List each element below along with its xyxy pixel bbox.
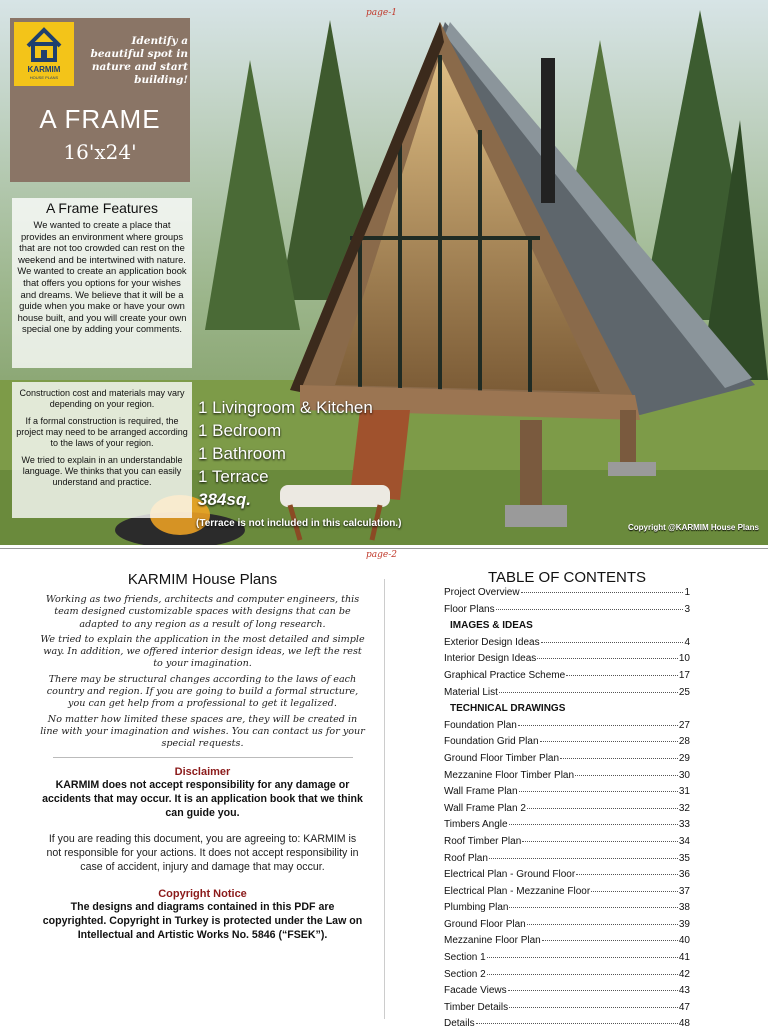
toc-entry-page: 3 xyxy=(684,603,690,615)
toc-entry-label: Timbers Angle xyxy=(444,819,508,831)
toc-entry-page: 35 xyxy=(678,852,690,864)
toc-leader-dots xyxy=(537,658,678,659)
note-item: We tried to explain in an understandable language. We thinks that you can easily understand and practice. xyxy=(21,455,183,487)
toc-entry-label: Ground Floor Timber Plan xyxy=(444,752,560,764)
toc-entry[interactable] xyxy=(444,687,690,704)
toc-entry[interactable] xyxy=(444,604,690,621)
toc-entry-label: Interior Design Ideas xyxy=(444,653,537,665)
about-column xyxy=(40,571,365,942)
toc-entry-label: Electrical Plan - Ground Floor xyxy=(444,869,576,881)
copyright-text: Copyright @KARMIM House Plans xyxy=(628,523,759,532)
area-value: 384sq. xyxy=(198,490,251,509)
room-item: 1 Terrace xyxy=(198,467,269,486)
toc-entry[interactable] xyxy=(444,1002,690,1019)
terrace-note: (Terrace is not included in this calculation.) xyxy=(196,518,402,529)
toc-section-heading xyxy=(444,620,690,637)
toc-section-heading xyxy=(444,703,690,720)
toc-entry-page: 10 xyxy=(678,653,690,665)
toc-entry-label: Section 1 xyxy=(444,952,486,964)
intro-paragraph: No matter how limited these spaces are, they will be created in line with your imagination and wishes. You can contact us for your special requests. xyxy=(40,713,365,750)
toc-entry[interactable] xyxy=(444,786,690,803)
features-text: We wanted to create a place that provides an environment where groups that are not too crowded can rest on the weekend and be intertwined with nature. We wanted to create an application book that offers you options for your wishes and dreams. We believe that it will be a guide when you make or have your own house built, and you will create your own special one by adding your comments. xyxy=(17,219,187,335)
toc-entry[interactable] xyxy=(444,919,690,936)
note-item: If a formal construction is required, the project may need to be arranged according to the laws of your region. xyxy=(16,416,188,448)
toc-entry-label: Timber Details xyxy=(444,1001,509,1013)
toc-leader-dots xyxy=(509,1007,678,1008)
toc-entry-label: Section 2 xyxy=(444,968,486,980)
toc-leader-dots xyxy=(591,891,678,892)
toc-entry-page: 25 xyxy=(678,686,690,698)
disclaimer-text: If you are reading this document, you are agreeing to: KARMIM is not responsible for your actions. It does not accept responsibility in case of accident, injury and damage that may occur. xyxy=(46,832,359,873)
toc-entry[interactable] xyxy=(444,985,690,1002)
toc-entry-page: 39 xyxy=(678,918,690,930)
room-list xyxy=(198,396,373,511)
copyright-notice: The designs and diagrams contained in this PDF are copyrighted. Copyright in Turkey is protected under the Law on Intellectual and Artistic Works No. 5846 (“FSEK”). xyxy=(42,900,363,941)
toc-section-label: TECHNICAL DRAWINGS xyxy=(450,703,566,715)
toc-leader-dots xyxy=(527,808,678,809)
toc-entry-label: Ground Floor Plan xyxy=(444,918,526,930)
toc-title: TABLE OF CONTENTS xyxy=(487,569,647,586)
room-item: 1 Bedroom xyxy=(198,421,282,440)
toc-entry-page: 31 xyxy=(678,786,690,798)
toc-entry-label: Roof Plan xyxy=(444,852,488,864)
toc-list xyxy=(444,587,690,1035)
features-title: A Frame Features xyxy=(45,200,159,216)
intro-text xyxy=(40,594,365,751)
toc-entry-page: 43 xyxy=(678,985,690,997)
room-item: 1 Livingroom & Kitchen xyxy=(198,398,373,417)
toc-leader-dots xyxy=(489,858,678,859)
toc-entry-page: 29 xyxy=(678,752,690,764)
toc-leader-dots xyxy=(542,940,678,941)
toc-leader-dots xyxy=(509,824,678,825)
toc-entry-page: 32 xyxy=(678,802,690,814)
house-icon xyxy=(14,22,74,64)
toc-entry-page: 1 xyxy=(684,587,690,598)
toc-entry-label: Mezzanine Floor Plan xyxy=(444,935,541,947)
features-box xyxy=(12,198,192,368)
toc-entry[interactable] xyxy=(444,670,690,687)
toc-entry-page: 47 xyxy=(678,1001,690,1013)
toc-entry-page: 37 xyxy=(678,885,690,897)
toc-leader-dots xyxy=(496,609,684,610)
toc-entry-label: Details xyxy=(444,1018,475,1030)
toc-entry[interactable] xyxy=(444,836,690,853)
toc-entry-label: Foundation Grid Plan xyxy=(444,736,539,748)
column-divider xyxy=(384,579,385,1019)
toc-entry[interactable] xyxy=(444,902,690,919)
intro-paragraph: Working as two friends, architects and computer engineers, this team designed customizable spaces with designs that can be adapted to any region as a result of long research. xyxy=(45,594,360,630)
toc-entry-label: Floor Plans xyxy=(444,603,495,615)
toc-entry[interactable] xyxy=(444,1018,690,1035)
toc-entry-page: 30 xyxy=(678,769,690,781)
toc-entry[interactable] xyxy=(444,753,690,770)
toc-entry-label: Exterior Design Ideas xyxy=(444,636,540,648)
intro-paragraph: There may be structural changes according to the laws of each country and region. If you are going to build a formal structure, you can get help from a professional to get it legalized. xyxy=(46,673,359,710)
title-block xyxy=(10,96,190,182)
toc-entry-label: Roof Timber Plan xyxy=(444,835,522,847)
about-heading: KARMIM House Plans xyxy=(127,571,278,588)
disclaimer-title: Disclaimer xyxy=(174,765,231,778)
toc-entry-page: 34 xyxy=(678,835,690,847)
toc-entry[interactable] xyxy=(444,770,690,787)
toc-entry-label: Foundation Plan xyxy=(444,719,517,731)
toc-leader-dots xyxy=(527,924,678,925)
toc-leader-dots xyxy=(566,675,678,676)
tagline: Identify a beautiful spot in nature and start building! xyxy=(90,35,188,86)
toc-entry-page: 4 xyxy=(684,636,690,648)
toc-leader-dots xyxy=(521,592,684,593)
toc-entry-label: Facade Views xyxy=(444,985,507,997)
karmim-logo xyxy=(14,22,74,86)
logo-name: KARMIM xyxy=(27,65,61,74)
toc-leader-dots xyxy=(508,990,678,991)
toc-leader-dots xyxy=(540,741,678,742)
notes-box xyxy=(12,382,192,518)
toc-entry[interactable] xyxy=(444,952,690,969)
toc-entry-page: 27 xyxy=(678,719,690,731)
toc-entry[interactable] xyxy=(444,819,690,836)
toc-entry[interactable] xyxy=(444,637,690,654)
toc-entry-page: 42 xyxy=(678,968,690,980)
copyright-title: Copyright Notice xyxy=(158,887,247,900)
toc-section-label: IMAGES & IDEAS xyxy=(450,620,533,632)
disclaimer-bold: KARMIM does not accept responsibility for any damage or accidents that may occur. It is an application book that we think can guide you. xyxy=(42,778,363,819)
intro-paragraph: We tried to explain the application in the most detailed and simple way. In addition, we offered interior design ideas, we left the rest to your imagination. xyxy=(40,633,365,670)
page-2 xyxy=(0,548,768,1030)
toc-entry[interactable] xyxy=(444,853,690,870)
page-label: page-1 xyxy=(366,8,397,18)
toc-entry-label: Plumbing Plan xyxy=(444,902,509,914)
toc-leader-dots xyxy=(575,775,678,776)
toc-leader-dots xyxy=(509,907,677,908)
logo-sub: HOUSE PLANS xyxy=(29,75,59,80)
page-label: page-2 xyxy=(366,550,397,560)
toc-entry-page: 41 xyxy=(678,952,690,964)
toc-leader-dots xyxy=(522,841,678,842)
room-item: 1 Bathroom xyxy=(198,444,286,463)
divider xyxy=(53,757,353,758)
toc-entry[interactable] xyxy=(444,720,690,737)
toc-entry[interactable] xyxy=(444,653,690,670)
logo-header xyxy=(10,18,190,96)
toc-leader-dots xyxy=(499,692,678,693)
toc-entry[interactable] xyxy=(444,886,690,903)
toc-leader-dots xyxy=(487,957,678,958)
toc-leader-dots xyxy=(560,758,678,759)
house-size: 16'x24' xyxy=(63,140,137,164)
toc-entry-label: Material List xyxy=(444,686,498,698)
toc-leader-dots xyxy=(518,725,678,726)
toc-leader-dots xyxy=(519,791,678,792)
note-item: Construction cost and materials may vary depending on your region. xyxy=(19,388,185,409)
toc-entry-label: Electrical Plan - Mezzanine Floor xyxy=(444,885,591,897)
page-title: A FRAME xyxy=(39,104,161,134)
toc-leader-dots xyxy=(576,874,678,875)
toc-entry[interactable] xyxy=(444,935,690,952)
toc-entry[interactable] xyxy=(444,736,690,753)
toc-entry-page: 17 xyxy=(678,669,690,681)
toc-leader-dots xyxy=(487,974,678,975)
toc-entry[interactable] xyxy=(444,803,690,820)
toc-entry-label: Wall Frame Plan xyxy=(444,786,518,798)
toc-entry-label: Graphical Practice Scheme xyxy=(444,669,566,681)
toc-entry-page: 38 xyxy=(678,902,690,914)
table-of-contents xyxy=(444,569,690,1035)
toc-entry-page: 36 xyxy=(678,869,690,881)
toc-entry-page: 28 xyxy=(678,736,690,748)
toc-entry[interactable] xyxy=(444,969,690,986)
toc-entry-label: Project Overview xyxy=(444,587,520,598)
toc-entry-label: Wall Frame Plan 2 xyxy=(444,802,526,814)
toc-entry-page: 33 xyxy=(678,819,690,831)
toc-leader-dots xyxy=(541,642,684,643)
toc-entry-label: Mezzanine Floor Timber Plan xyxy=(444,769,575,781)
toc-entry-page: 40 xyxy=(678,935,690,947)
toc-entry-page: 48 xyxy=(678,1018,690,1030)
toc-entry[interactable] xyxy=(444,587,690,604)
toc-entry[interactable] xyxy=(444,869,690,886)
